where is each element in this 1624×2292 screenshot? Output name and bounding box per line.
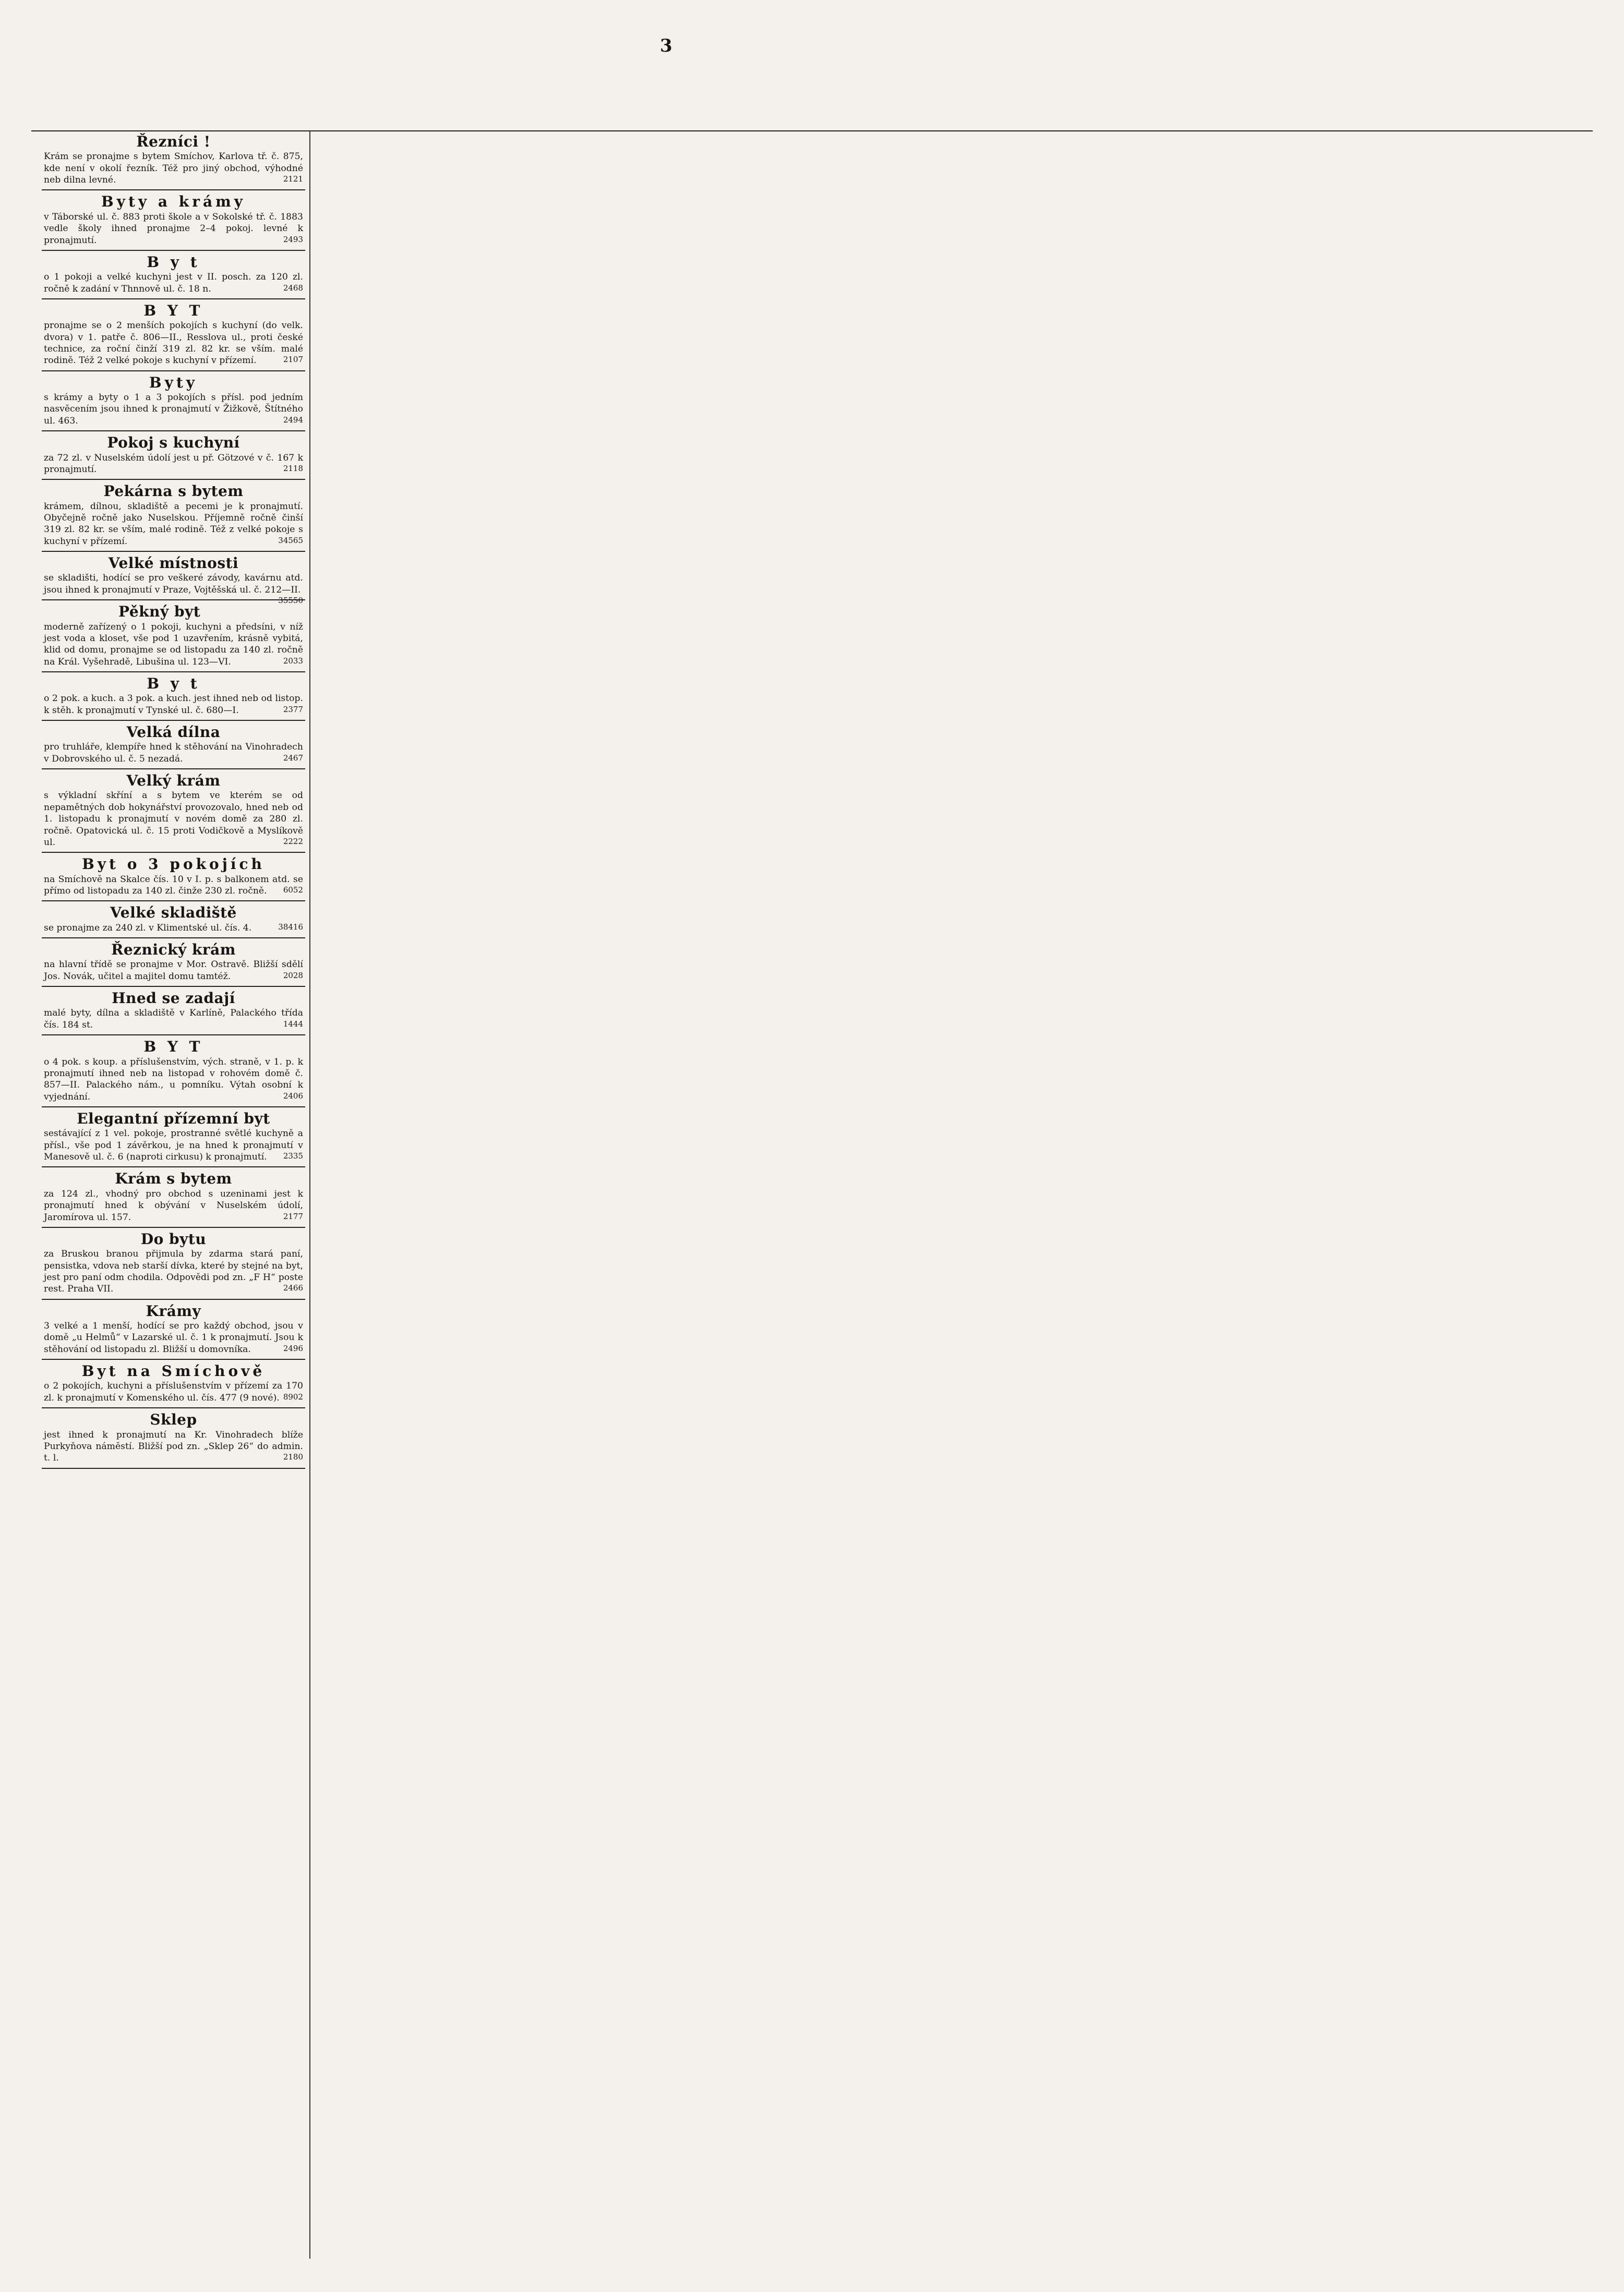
ad-title: B Y T — [143, 301, 203, 319]
ad-text: jest ihned k pronajmutí na Kr. Vinohradech blíže Purkyňova náměstí. Bližší pod zn. „Sklep 26“ do admin. t. l. — [44, 1429, 303, 1464]
ad-body — [44, 1188, 303, 1223]
ad-title: Velké skladiště — [110, 904, 237, 922]
ad-number: 6052 — [283, 885, 303, 895]
ad-number: 2467 — [283, 753, 303, 763]
ad-number: 2335 — [283, 1151, 303, 1161]
ad-text: v Táborské ul. č. 883 proti škole a v Sokolské tř. č. 1883 vedle školy ihned pronajme 2–4 pokoj. levné k pronajmutí. — [44, 211, 303, 246]
classified-ad — [42, 721, 305, 769]
ad-text: o 4 pok. s koup. a příslušenstvím, vých. straně, v 1. p. k pronajmutí ihned neb na listopad v rohovém domě č. 857—II. Palackého nám., u pomníku. Výtah osobní k vyjednání. — [44, 1056, 303, 1102]
classified-ad — [42, 938, 305, 987]
classified-ad — [42, 901, 305, 938]
ad-number: 35550 — [278, 596, 303, 606]
ad-text: na hlavní třídě se pronajme v Mor. Ostravě. Bližší sdělí Jos. Novák, učitel a majitel domu tamtéž. — [44, 959, 303, 982]
ad-body — [44, 621, 303, 668]
ad-number: 2406 — [283, 1091, 303, 1101]
ad-body — [44, 693, 303, 716]
ad-number: 2494 — [283, 415, 303, 425]
ad-number: 2107 — [283, 355, 303, 365]
ad-text: 3 velké a 1 menší, hodící se pro každý obchod, jsou v domě „u Helmů“ v Lazarské ul. č. 1 k pronajmutí. Jsou k stěhování od listopadu zl. Bližší u domovníka. — [44, 1321, 303, 1355]
ad-number: 2496 — [283, 1343, 303, 1353]
ad-body — [44, 501, 303, 547]
ad-body — [44, 271, 303, 295]
ad-number: 2493 — [283, 234, 303, 244]
classified-ad — [42, 1167, 305, 1227]
ad-title: Pěkný byt — [118, 603, 201, 621]
ad-text: malé byty, dílna a skladiště v Karlíně, Palackého třída čís. 184 st. — [44, 1008, 303, 1030]
classifieds-column-1 — [42, 130, 310, 2259]
ad-number: 2466 — [283, 1283, 303, 1293]
ad-number: 2121 — [283, 174, 303, 184]
ad-title: Řeznický krám — [111, 941, 236, 959]
ad-title: Elegantní přízemní byt — [77, 1110, 270, 1127]
ad-text: o 2 pokojích, kuchyni a příslušenstvím v přízemí za 170 zl. k pronajmutí v Komenského ul. čís. 477 (9 nové). — [44, 1381, 303, 1403]
classified-ad — [42, 130, 305, 190]
ad-title: Do bytu — [140, 1230, 207, 1248]
classified-ad — [42, 1228, 305, 1300]
ad-title: Řezníci ! — [136, 133, 211, 150]
ad-body — [44, 741, 303, 765]
classified-ad — [42, 1035, 305, 1107]
ad-text: se skladišti, hodící se pro veškeré závody, kavárnu atd. jsou ihned k pronajmutí v Praze, Vojtěšská ul. č. 212—II. — [44, 573, 303, 595]
ad-body — [44, 1380, 303, 1404]
ad-body — [44, 1320, 303, 1355]
classified-ad — [42, 251, 305, 299]
classified-ad — [42, 672, 305, 721]
classified-ad — [42, 1107, 305, 1167]
ad-body — [44, 452, 303, 476]
ad-body — [44, 1248, 303, 1295]
ad-text: na Smíchově na Skalce čís. 10 v I. p. s balkonem atd. se přímo od listopadu za 140 zl. činže 230 zl. ročně. — [44, 874, 303, 896]
ad-text: pro truhláře, klempíře hned k stěhování na Vinohradech v Dobrovského ul. č. 5 nezadá. — [44, 742, 303, 764]
classified-ad — [42, 190, 305, 250]
ad-number: 2222 — [283, 836, 303, 846]
ad-body — [44, 874, 303, 897]
ad-title: B Y T — [143, 1038, 203, 1056]
ad-number: 1444 — [283, 1019, 303, 1029]
classified-ad — [42, 371, 305, 431]
ad-title: Velké místnosti — [108, 554, 239, 572]
ad-title: Krám s bytem — [115, 1170, 232, 1188]
ad-title: Byt o 3 pokojích — [82, 855, 265, 873]
ad-text: sestávající z 1 vel. pokoje, prostranné světlé kuchyně a přísl., vše pod 1 závěrkou, je na hned k pronajmutí v Manesově ul. č. 6 (naproti cirkusu) k pronajmutí. — [44, 1128, 303, 1163]
ad-body — [44, 211, 303, 246]
classified-ad — [42, 431, 305, 480]
ad-text: se pronajme za 240 zl. v Klimentské ul. čís. 4. — [44, 922, 252, 933]
ad-body — [44, 1056, 303, 1103]
ad-number: 38416 — [278, 922, 303, 932]
ad-text: za 124 zl., vhodný pro obchod s uzeninami jest k pronajmutí hned k obývání v Nuselském údolí, Jaromírova ul. 157. — [44, 1188, 303, 1223]
ad-number: 2180 — [283, 1452, 303, 1462]
classified-ad — [42, 552, 305, 606]
ad-text: Krám se pronajme s bytem Smíchov, Karlova tř. č. 875, kde není v okolí řezník. Též pro jiný obchod, výhodné neb dilna levné. — [44, 151, 303, 186]
ad-text: o 1 pokoji a velké kuchyni jest v II. posch. za 120 zl. ročně k zadání v Thnnově ul. č. 18 n. — [44, 272, 303, 294]
ad-body — [44, 1429, 303, 1464]
ad-body — [44, 922, 303, 934]
ad-text: za Bruskou branou přijmula by zdarma stará paní, pensistka, vdova neb starší dívka, které by stejné na byt, jest pro paní odm chodila. Odpovědi pod zn. „F H“ poste rest. Praha VII. — [44, 1249, 303, 1295]
ad-title: B y t — [147, 674, 200, 692]
ad-body — [44, 392, 303, 427]
ad-text: moderně zařízený o 1 pokoji, kuchyni a předsíni, v níž jest voda a kloset, vše pod 1 uzavřením, krásně vybitá, klid od domu, pronajme se od listopadu za 140 zl. ročně na Král. Vyšehradě, Libušina ul. 123—VI. — [44, 621, 303, 667]
ad-title: Hned se zadají — [112, 990, 235, 1007]
ad-body — [44, 959, 303, 982]
ad-body — [44, 572, 303, 606]
classified-ad — [42, 1300, 305, 1360]
ad-number: 2028 — [283, 970, 303, 980]
ad-text: s výkladní skříní a s bytem ve kterém se od nepamětných dob hokynářství provozovalo, hned neb od 1. listopadu k pronajmutí v novém domě za 280 zl. ročně. Opatovická ul. č. 15 proti Vodičkově a Myslíkově ul. — [44, 790, 303, 848]
classified-ad — [42, 299, 305, 371]
ad-title: Krámy — [146, 1302, 201, 1320]
ad-number: 2377 — [283, 704, 303, 714]
ad-body — [44, 1128, 303, 1163]
ad-number: 2033 — [283, 656, 303, 666]
ad-number: 2118 — [283, 463, 303, 473]
ad-title: B y t — [147, 253, 200, 271]
ad-number: 2177 — [283, 1211, 303, 1221]
classified-ad — [42, 853, 305, 901]
ad-body — [44, 790, 303, 848]
classified-ad — [42, 600, 305, 672]
ad-title: Pokoj s kuchyní — [107, 434, 240, 452]
ad-body — [44, 1007, 303, 1031]
ad-body — [44, 151, 303, 186]
classified-ad — [42, 480, 305, 552]
ad-title: Byty a krámy — [101, 193, 246, 211]
ad-title: Velká dílna — [126, 723, 221, 741]
page-number: 3 — [660, 35, 673, 56]
ad-title: Velký krám — [126, 772, 221, 790]
ad-number: 34565 — [278, 535, 303, 545]
classified-ad — [42, 1408, 305, 1468]
ad-number: 2468 — [283, 283, 303, 293]
ad-body — [44, 320, 303, 366]
ad-text: za 72 zl. v Nuselském údolí jest u př. Götzové v č. 167 k pronajmutí. — [44, 452, 303, 475]
ad-title: Pekárna s bytem — [103, 482, 244, 500]
classified-ad — [42, 1360, 305, 1408]
ad-text: pronajme se o 2 menších pokojích s kuchyní (do velk. dvora) v 1. patře č. 806—II., Resslova ul., proti české technice, za roční činží 319 zl. 82 kr. se vším. malé rodině. Též 2 velké pokoje s kuchyní v přízemí. — [44, 320, 303, 366]
ad-title: Sklep — [150, 1411, 197, 1429]
classified-ad — [42, 987, 305, 1035]
ad-title: Byt na Smíchově — [81, 1362, 266, 1380]
ad-number: 8902 — [283, 1392, 303, 1402]
ad-text: o 2 pok. a kuch. a 3 pok. a kuch. jest ihned neb od listop. k stěh. k pronajmutí v Tynské ul. č. 680—I. — [44, 693, 303, 716]
ad-text: s krámy a byty o 1 a 3 pokojích s přísl. pod jedním nasvěcením jsou ihned k pronajmutí v Žižkově, Štítného ul. 463. — [44, 392, 303, 426]
ad-text: krámem, dílnou, skladiště a pecemi je k pronajmutí. Obyčejně ročně jako Nuselskou. Příjemně ročně činší 319 zl. 82 kr. se vším, malé rodině. Též z velké pokoje s kuchyní v přízemí. — [44, 501, 303, 547]
ad-title: Byty — [149, 373, 198, 391]
classified-ad — [42, 769, 305, 853]
